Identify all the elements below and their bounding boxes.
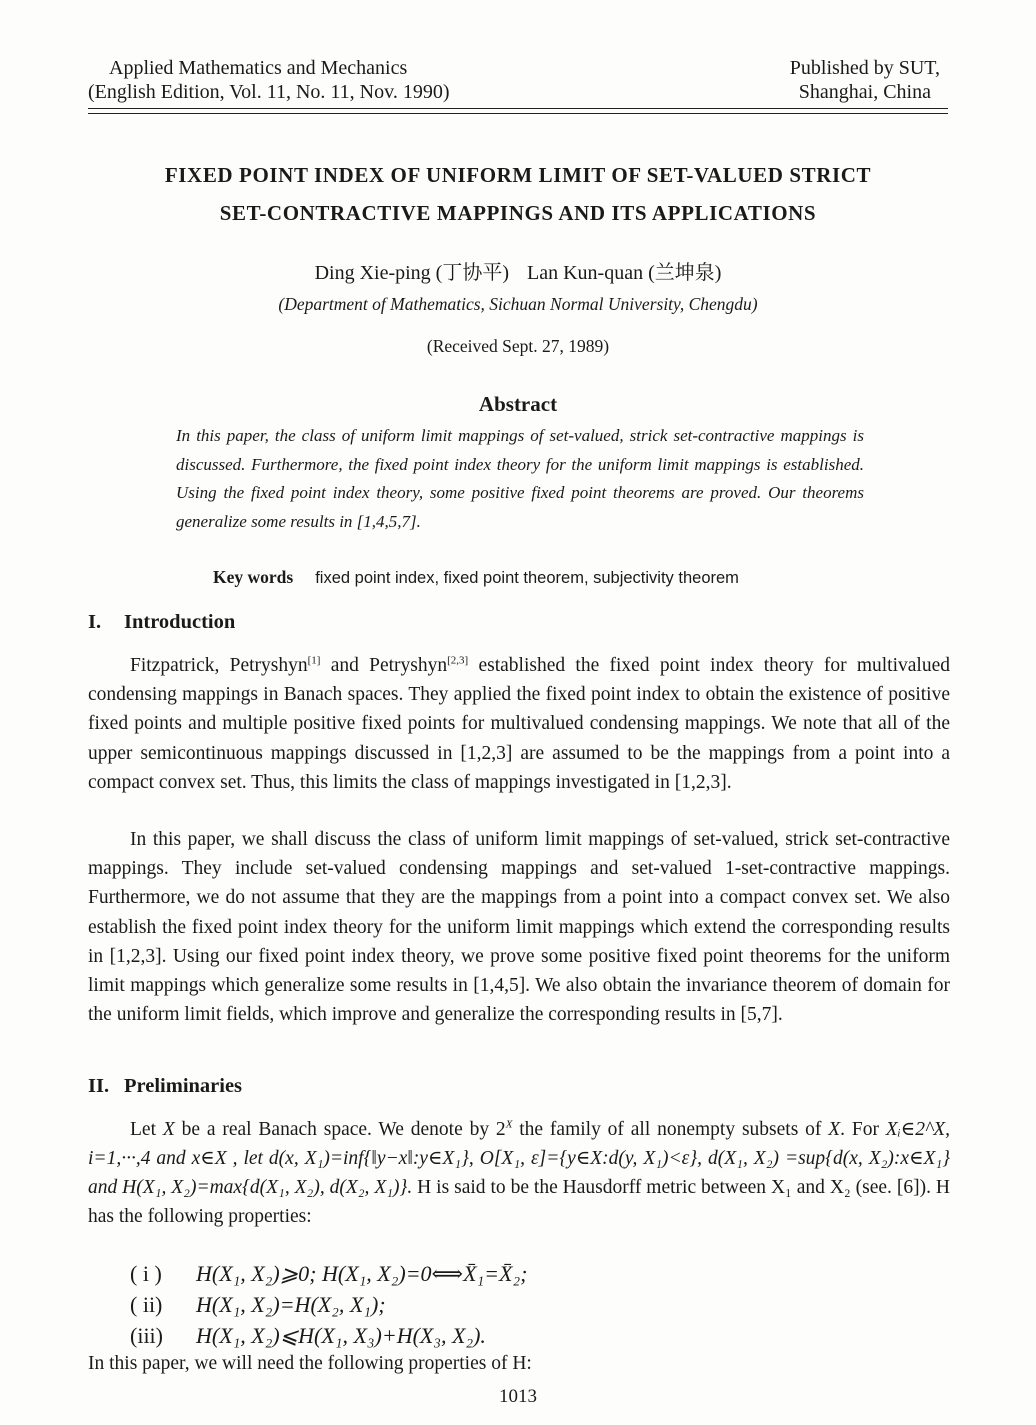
text-run: H is said to be the Hausdorff metric between X₁ and X₂ (see. [6]). H has the following properties: bbox=[88, 1177, 950, 1227]
section-heading-preliminaries bbox=[88, 1075, 242, 1098]
publisher-info bbox=[790, 56, 940, 104]
header-rule-bottom bbox=[88, 113, 948, 114]
abstract-heading: Abstract bbox=[478, 392, 558, 416]
text-run: be a real Banach space. We denote by 2 bbox=[174, 1119, 506, 1140]
property-formula: H(X₁, X₂)=H(X₂, X₁); bbox=[196, 1292, 386, 1317]
hausdorff-properties-list bbox=[130, 1258, 527, 1351]
intro-paragraph-2: In this paper, we shall discuss the class of uniform limit mappings of set-valued, strick set-contractive mappings. They include set-valued condensing mappings and set-valued 1-set-contractive mappings. Furthermore, we do not assume that they are the mappings from a point into a compact convex set. We also establish the fixed point index theory for the uniform limit mappings which extend the corresponding results in [1,2,3]. Using our fixed point index theory, we prove some positive fixed point theorems for the uniform limit mappings which generalize some results in [1,4,5]. We also obtain the invariance theorem of domain for the uniform limit fields, which improve and generalize the corresponding results in [5,7]. bbox=[88, 829, 950, 1026]
publisher-location: Shanghai, China bbox=[798, 81, 931, 103]
math-symbol: X bbox=[162, 1119, 175, 1140]
author-1: Ding Xie-ping (丁协平) bbox=[314, 262, 509, 284]
abstract-text: In this paper, the class of uniform limit mappings of set-valued, strick set-contractive mappings is discussed. Furthermore, the fixed point index theory for the uniform limit mappings is established. Using the fixed point index theory, some positive fixed point theorems are proved. Our theorems generalize some results in [1,4,5,7]. bbox=[176, 426, 864, 531]
math-symbol: X bbox=[828, 1119, 841, 1140]
property-formula: H(X₁, X₂)⩽H(X₁, X₃)+H(X₃, X₂). bbox=[196, 1323, 486, 1348]
property-label: (iii) bbox=[130, 1323, 163, 1348]
property-label: ( i ) bbox=[130, 1261, 162, 1286]
received-date: (Received Sept. 27, 1989) bbox=[426, 336, 610, 356]
text-run: . For bbox=[840, 1119, 886, 1140]
journal-citation bbox=[88, 56, 449, 104]
author-2: Lan Kun-quan (兰坤泉) bbox=[527, 262, 722, 284]
header-rule-top bbox=[88, 108, 948, 109]
property-item bbox=[130, 1320, 527, 1351]
keywords-text: fixed point index, fixed point theorem, subjectivity theorem bbox=[315, 569, 739, 587]
property-formula: H(X₁, X₂)⩾0; H(X₁, X₂)=0⟺X̄₁=X̄₂; bbox=[196, 1261, 528, 1286]
title-line-1: FIXED POINT INDEX OF UNIFORM LIMIT OF SET-VALUED STRICT bbox=[164, 163, 872, 187]
journal-header bbox=[88, 56, 948, 106]
text-run: the family of all nonempty subsets of bbox=[512, 1119, 829, 1140]
citation-ref[interactable]: [1] bbox=[307, 654, 321, 667]
affiliation: (Department of Mathematics, Sichuan Normal University, Chengdu) bbox=[278, 294, 758, 314]
journal-issue: (English Edition, Vol. 11, No. 11, Nov. 1990) bbox=[88, 81, 450, 103]
paper-title bbox=[88, 156, 948, 232]
title-line-2: SET-CONTRACTIVE MAPPINGS AND ITS APPLICATIONS bbox=[219, 201, 817, 225]
citation-ref[interactable]: [2,3] bbox=[447, 654, 469, 667]
publisher-name: Published by SUT, bbox=[789, 57, 940, 79]
preliminaries-paragraph bbox=[88, 1115, 950, 1231]
text-run: Fitzpatrick, Petryshyn bbox=[130, 655, 308, 676]
journal-name: Applied Mathematics and Mechanics bbox=[109, 57, 408, 79]
intro-paragraph-1 bbox=[88, 651, 950, 797]
section-title: Preliminaries bbox=[124, 1075, 243, 1097]
section-number: II. bbox=[88, 1075, 110, 1097]
keywords-label: Key words bbox=[213, 567, 294, 587]
closing-sentence: In this paper, we will need the following properties of H: bbox=[88, 1353, 532, 1374]
section-title: Introduction bbox=[124, 611, 236, 633]
section-heading-introduction bbox=[88, 611, 235, 634]
keywords bbox=[213, 567, 739, 588]
section-number: I. bbox=[88, 611, 102, 633]
property-label: ( ii) bbox=[130, 1292, 163, 1317]
math-definitions: Xᵢ∈2^X, i=1,···,4 and x∈X , let d(x, X₁)=inf{‖y−x‖:y∈X₁}, O[X₁, ε]={y∈X:d(y, X₁)<ε}, d(X₁, X₂) =sup{d(x, X₂):x∈X₁} and H(X₁, X₂)=max{d(X₁, X₂), d(X₂, X₁)}. bbox=[88, 1119, 950, 1198]
author-list bbox=[0, 256, 1036, 285]
text-run: established the fixed point index theory for multivalued condensing mappings in Banach spaces. They applied the fixed point index to obtain the existence of positive fixed points and multiple positive fixed points for multivalued condensing mappings. We note that all of the upper semicontinuous mappings discussed in [1,2,3] are assumed to be the mappings from a point into a compact convex set. Thus, this limits the class of mappings investigated in [1,2,3]. bbox=[88, 655, 950, 793]
page-number: 1013 bbox=[499, 1386, 537, 1407]
math-superscript: X bbox=[505, 1118, 513, 1131]
text-run: and Petryshyn bbox=[320, 655, 448, 676]
text-run: Let bbox=[130, 1119, 163, 1140]
property-item bbox=[130, 1258, 527, 1289]
property-item bbox=[130, 1289, 527, 1320]
